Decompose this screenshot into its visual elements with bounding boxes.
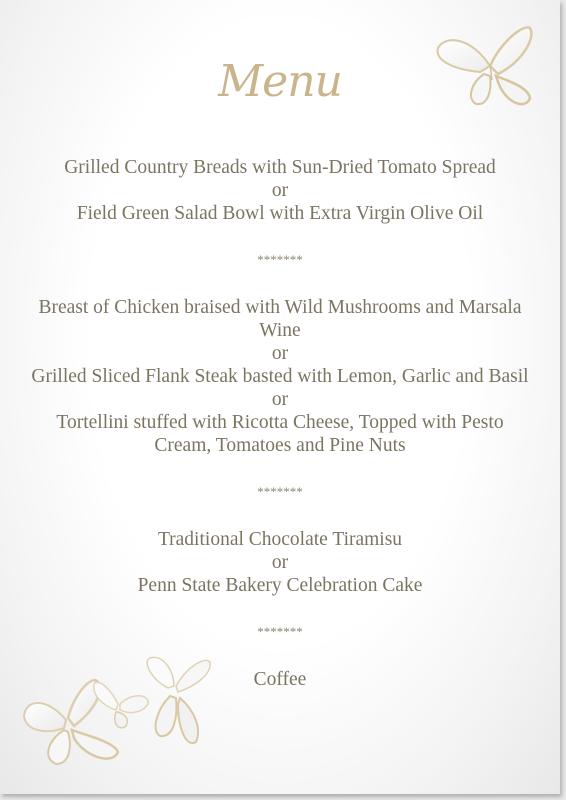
or-label: or — [271, 343, 289, 364]
menu-item: Grilled Country Breads with Sun-Dried Tomato Spread — [64, 157, 496, 178]
menu-item: Field Green Salad Bowl with Extra Virgin Olive Oil — [76, 203, 484, 224]
or-label: or — [271, 389, 289, 410]
menu-title: Menu — [218, 56, 342, 107]
menu-item: Traditional Chocolate Tiramisu — [157, 529, 403, 550]
or-label: or — [271, 552, 289, 573]
menu-body — [0, 156, 560, 691]
or-label: or — [271, 180, 289, 201]
menu-item: Grilled Sliced Flank Steak basted with Lemon, Garlic and Basil — [31, 366, 529, 387]
menu-item: Breast of Chicken braised with Wild Mushrooms and Marsala Wine — [38, 297, 522, 341]
menu-item: Tortellini stuffed with Ricotta Cheese, Topped with Pesto Cream, Tomatoes and Pine Nuts — [56, 412, 504, 456]
menu-item: Coffee — [253, 669, 307, 690]
menu-item: Penn State Bakery Celebration Cake — [137, 575, 423, 596]
course-separator: ******* — [257, 624, 303, 639]
course-separator: ******* — [257, 484, 303, 499]
course-separator: ******* — [257, 252, 303, 267]
